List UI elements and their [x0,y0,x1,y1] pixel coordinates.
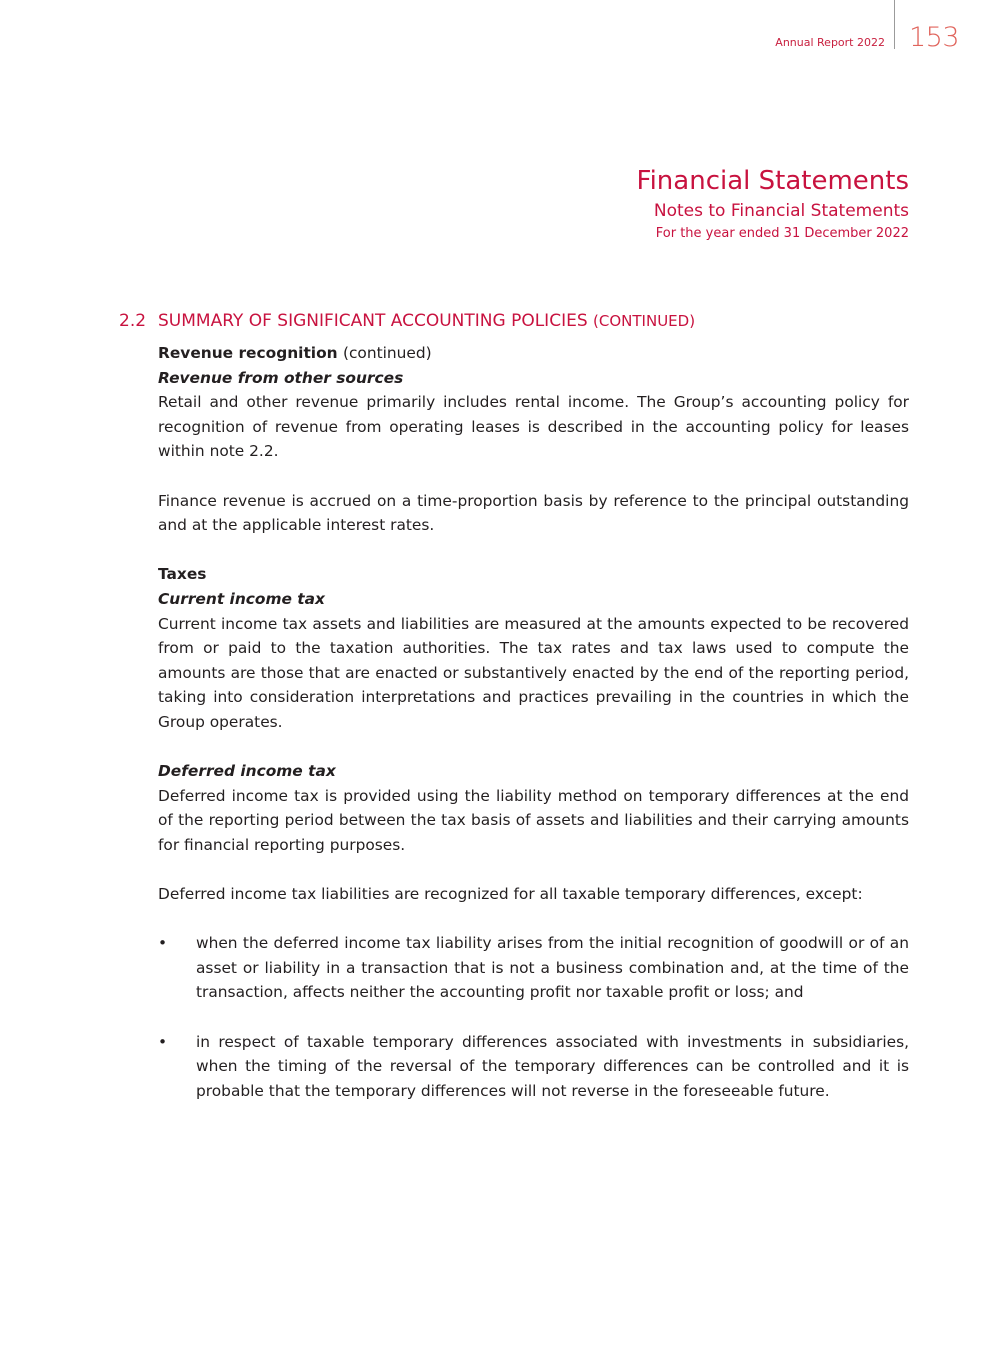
revenue-recognition-heading [158,341,909,366]
exceptions-list [158,931,909,1103]
list-item [158,931,909,1005]
report-label: Annual Report 2022 [775,36,885,49]
bullet-icon: • [158,934,168,953]
paragraph-gap [158,464,909,489]
page-number: 153 [909,22,960,53]
note-title: SUMMARY OF SIGNIFICANT ACCOUNTING POLICIES [158,311,588,331]
revenue-recognition-suffix: (continued) [342,344,432,362]
page-header [0,0,1006,60]
section-title: Financial Statements [636,166,909,196]
list-item [158,1030,909,1104]
list-item-text: when the deferred income tax liability arises from the initial recognition of goodwill or of an asset or liability in a transaction that is not a business combination and, at the time of the transaction, affects neither the accounting profit nor taxable profit or loss; and [196,934,909,1002]
deferred-income-tax-paragraph: Deferred income tax is provided using the liability method on temporary differences at the end of the reporting period between the tax basis of assets and liabilities and their carrying amounts for financial reporting purposes. [158,786,909,854]
revenue-paragraph: Finance revenue is accrued on a time-proportion basis by reference to the principal outstanding and at the applicable interest rates. [158,491,909,535]
current-income-tax-heading: Current income tax [158,589,325,608]
note-heading [119,309,695,333]
note-continued: (CONTINUED) [593,312,696,330]
taxes-heading: Taxes [158,565,207,584]
note-number: 2.2 [119,311,147,331]
deferred-income-tax-paragraph: Deferred income tax liabilities are recognized for all taxable temporary differences, except: [158,885,863,904]
paragraph-gap [158,735,909,760]
paragraph-gap [158,857,909,882]
header-divider [894,0,895,49]
revenue-paragraph: Retail and other revenue primarily includes rental income. The Group’s accounting policy for recognition of revenue from operating leases is described in the accounting policy for leases within note 2.2. [158,393,909,461]
section-period: For the year ended 31 December 2022 [655,226,909,241]
paragraph-gap [158,907,909,932]
current-income-tax-paragraph: Current income tax assets and liabilities are measured at the amounts expected to be recovered from or paid to the taxation authorities. The tax rates and tax laws used to compute the amounts are those that are enacted or substantively enacted by the end of the reporting period, taking into consideration interpretations and practices prevailing in the countries in which the Group operates. [158,614,909,731]
list-item-text: in respect of taxable temporary differences associated with investments in subsidiaries, when the timing of the reversal of the temporary differences can be controlled and it is probable that the temporary differences will not reverse in the foreseeable future. [196,1032,909,1100]
section-heading [637,164,909,244]
revenue-other-sources-heading: Revenue from other sources [158,368,404,387]
paragraph-gap [158,538,909,563]
deferred-income-tax-heading: Deferred income tax [158,762,336,781]
revenue-recognition-title: Revenue recognition [158,344,338,362]
note-body [158,341,909,1103]
bullet-icon: • [158,1032,168,1051]
section-subtitle: Notes to Financial Statements [653,201,909,221]
